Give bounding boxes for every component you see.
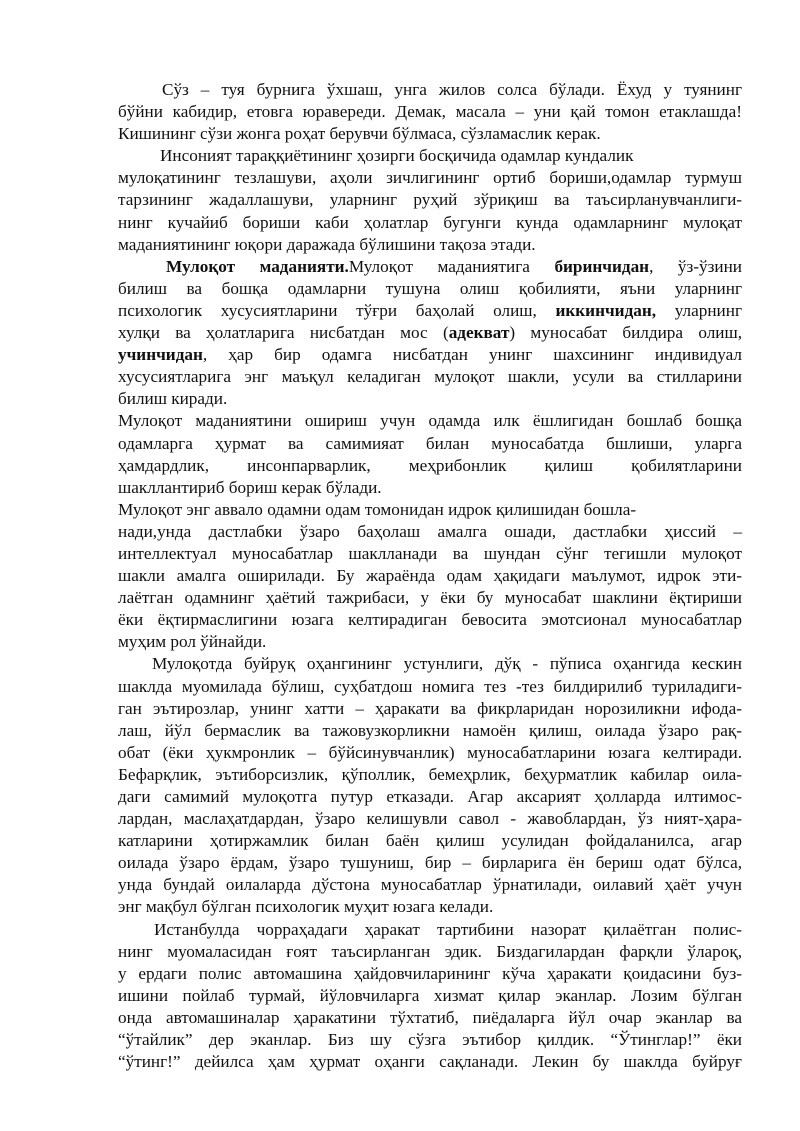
text-line [118, 410, 742, 432]
text-line [118, 896, 742, 918]
bold-text-run: биринчидан [554, 256, 650, 276]
text-run: мулоқатининг тезлашуви, аҳоли зичлигининг ортиб бориши,одамлар турмуш [118, 168, 742, 188]
text-line [118, 278, 742, 300]
text-line [118, 79, 742, 101]
text-line [118, 344, 742, 366]
text-run: психологик хусусиятларини тўғри баҳолай олиш, [118, 300, 556, 320]
text-line [118, 543, 742, 565]
text-line [118, 234, 742, 256]
text-run: Сўз – туя бурнига ўхшаш, унга жилов солса бўлади. Ёхуд у туянинг [162, 80, 742, 99]
text-line [118, 477, 742, 499]
text-line [118, 919, 742, 941]
bold-text-run: Мулоқот маданияти. [166, 256, 349, 276]
text-line [118, 963, 742, 985]
text-run: Инсоният тараққиётининг ҳозирги босқичида одамлар кундалик [160, 146, 634, 166]
text-line [118, 609, 742, 631]
text-line [118, 212, 742, 234]
text-line [118, 1029, 742, 1051]
bold-text-run: учинчидан [118, 345, 203, 365]
text-run: бўйни кабидир, етовга юравереди. Демак, масала – уни қай томон етаклашда! [118, 102, 742, 122]
text-run: Истанбулда чорраҳадаги ҳаракат тартибини назорат қилаётган полис- [154, 919, 742, 939]
text-run: “ўтайлик” дер эканлар. Биз шу сўзга эътибор қилдик. “Ўтинглар!” ёки [118, 1030, 742, 1050]
text-run: энг мақбул бўлган психологик муҳит юзага келади. [118, 897, 494, 917]
text-run: у ердаги полис автомашина ҳайдовчиларининг кўча ҳаракати қоидасини буз- [118, 963, 742, 983]
text-line [118, 499, 742, 521]
text-run: шакллантириб бориш керак бўлади. [118, 477, 382, 497]
text-run: шакли амалга оширилади. Бу жараёнда одам ҳақидаги маълумот, идрок эти- [118, 566, 742, 586]
text-run: уларнинг [656, 300, 742, 320]
text-run: хулқи ва ҳолатларига нисбатдан мос ( [118, 323, 449, 343]
text-line [118, 322, 742, 344]
text-run: ишини пойлаб турмай, йўловчиларга хизмат қилар эканлар. Лозим бўлган [118, 985, 742, 1005]
text-line [118, 786, 742, 808]
bold-text-run: адекват [448, 323, 510, 343]
text-line [118, 874, 742, 896]
text-line [118, 631, 742, 653]
text-run: шаклда муомилада бўлиш, суҳбатдош номига тез -тез билдирилиб туриладиги- [118, 676, 742, 696]
text-run: Мулоқотда буйруқ оҳангининг устунлиги, дўқ - пўписа оҳангида кескин [152, 654, 742, 674]
body-text [118, 79, 742, 1073]
text-line [118, 808, 742, 830]
text-run: ) муносабат билдира олиш, [509, 323, 742, 343]
text-line [118, 123, 742, 145]
text-line [118, 587, 742, 609]
text-line [118, 189, 742, 211]
text-run: билиш киради. [118, 389, 228, 409]
text-run: катларини ҳотиржамлик билан баён қилиш усулидан фойдаланилса, агар [118, 831, 742, 851]
text-line [118, 941, 742, 963]
text-run: билиш ва бошқа одамларни тушуна олиш қобилияти, яъни уларнинг [118, 278, 742, 298]
text-run: Кишининг сўзи жонга роҳат берувчи бўлмаса, сўзламаслик керак. [118, 124, 601, 144]
text-line [118, 300, 742, 322]
text-line [118, 101, 742, 123]
text-run: тарзининг жадаллашуви, уларнинг руҳий зўриқиш ва таъсирланувчанлиги- [118, 190, 742, 210]
text-run: хусусиятларига энг маъқул келадиган мулоқот шакли, усули ва стилларини [118, 367, 742, 387]
text-line [118, 1007, 742, 1029]
text-run: Мулоқот маданиятини ошириш учун одамда илк ёшлигидан бошлаб бошқа [118, 411, 742, 431]
text-run: ган эътирозлар, унинг хатти – ҳаракати ва фикрларидан норозиликни ифода- [118, 698, 742, 718]
text-run: одамларга ҳурмат ва самимияат билан муносабатда бшлиши, уларга [118, 433, 742, 453]
text-line [118, 852, 742, 874]
text-run: унда бундай оилаларда дўстона муносабатлар ўрнатилади, оилавий ҳаёт учун [118, 875, 742, 895]
text-run: онда автомашиналар ҳаракатини тўхтатиб, пиёдаларга йўл очар эканлар ва [118, 1007, 742, 1027]
text-run: Мулоқот энг аввало одамни одам томонидан идрок қилишидан бошла- [118, 499, 637, 519]
text-run: интеллектуал муносабатлар шаклланади ва шундан сўнг тегишли мулоқот [118, 543, 742, 563]
text-run: лаш, йўл бермаслик ва тажовузкорликни намоён қилиш, оилада ўзаро рақ- [118, 720, 742, 740]
text-run: ҳамдардлик, инсонпарварлик, меҳрибонлик қилиш қобилятларини [118, 455, 742, 475]
text-line [118, 830, 742, 852]
text-line [118, 167, 742, 189]
text-line [118, 720, 742, 742]
text-line [118, 653, 742, 675]
text-run: нади,унда дастлабки ўзаро баҳолаш амалга ошади, дастлабки ҳиссий – [118, 521, 742, 541]
text-line [118, 455, 742, 477]
text-run: Бефарқлик, эътиборсизлик, қўполлик, бемеҳрлик, беҳурматлик кабилар оила- [118, 764, 742, 784]
text-run: лардан, маслаҳатдардан, ўзаро келишувли савол - жавоблардан, ўз ният-ҳара- [118, 809, 742, 829]
text-run: нинг муомаласидан ғоят таъсирланган эдик. Биздагилардан фарқли ўлароқ, [118, 941, 742, 961]
text-line [118, 1051, 742, 1073]
text-run: лаётган одамнинг ҳаётий тажрибаси, у ёки бу муносабат шаклини ёқтириши [118, 588, 742, 608]
text-run: маданиятининг юқори даражада бўлишини тақоза этади. [118, 234, 536, 254]
text-line [118, 698, 742, 720]
text-run: оилада ўзаро ёрдам, ўзаро тушуниш, бир – бирларига ён бериш одат бўлса, [118, 853, 742, 873]
text-run: “ўтинг!” дейилса ҳам ҳурмат оҳанги сақланади. Лекин бу шаклда буйруғ [118, 1052, 742, 1072]
text-line [118, 985, 742, 1007]
text-line [118, 145, 742, 167]
text-run: , ҳар бир одамга нисбатдан унинг шахсининг индивидуал [202, 345, 742, 365]
text-line [118, 366, 742, 388]
text-run: муҳим рол ўйнайди. [118, 632, 267, 652]
text-line [118, 742, 742, 764]
text-run: даги самимий мулоқотга путур етказади. Агар аксарият ҳолларда илтимос- [118, 787, 742, 806]
text-run: , ўз-ўзини [649, 256, 742, 276]
text-line [118, 764, 742, 786]
text-line [118, 388, 742, 410]
text-line [118, 565, 742, 587]
bold-text-run: иккинчидан, [555, 300, 657, 320]
text-line [118, 433, 742, 455]
text-run: ёки ёқтирмаслигини юзага келтирадиган бевосита эмотсионал муносабатлар [118, 610, 742, 630]
text-line [118, 256, 742, 278]
text-line [118, 521, 742, 543]
text-line [118, 676, 742, 698]
text-run: Мулоқот маданиятига [348, 256, 555, 276]
text-run: обат (ёки ҳукмронлик – бўйсинувчанлик) муносабатларини юзага келтиради. [118, 742, 742, 762]
text-run: нинг кучайиб бориши каби ҳолатлар бугунги кунда одамларнинг мулоқат [118, 212, 742, 232]
